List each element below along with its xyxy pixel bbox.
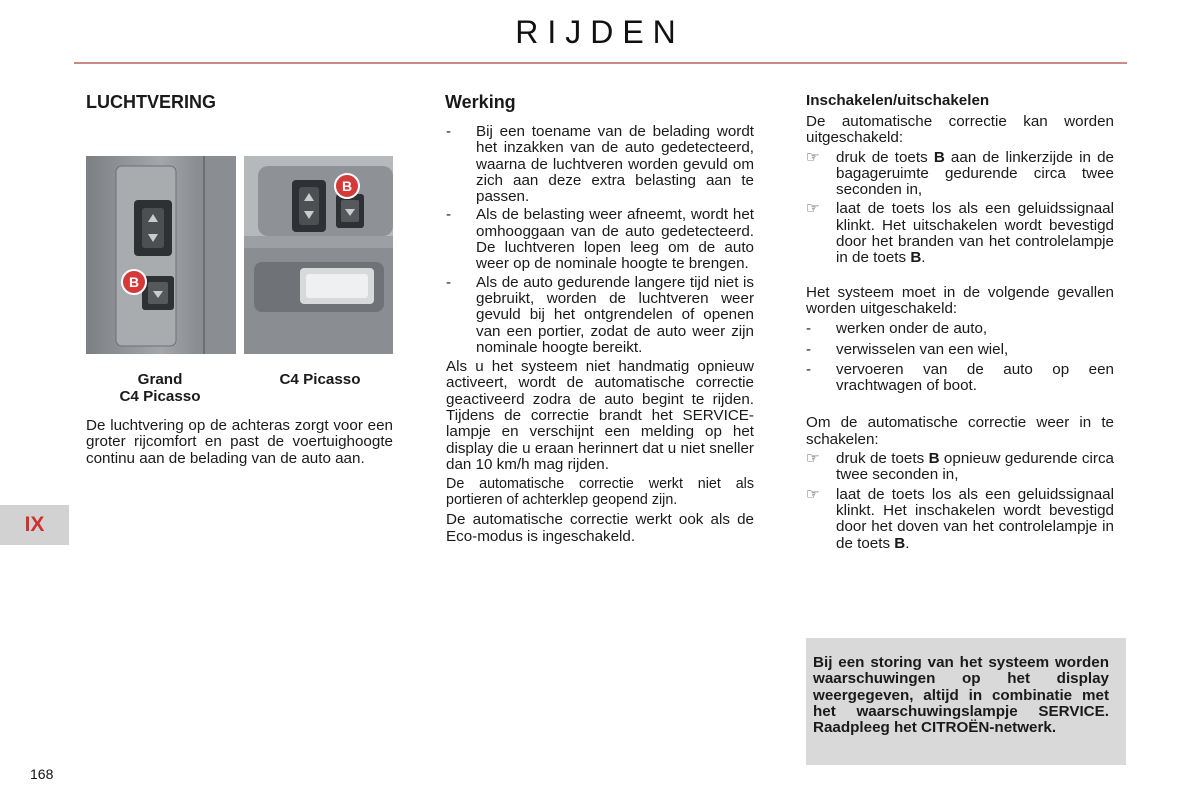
label-b-badge: B (128, 274, 140, 290)
step-text: laat de toets los als een geluidssignaal klinkt. Het uitschakelen wordt bevestigd door het branden van het controlelampje in de toets (836, 200, 1114, 267)
list-item (806, 342, 1114, 358)
title-divider (74, 62, 1127, 64)
list-item-text: vervoeren van de auto op een vrachtwagen of boot. (836, 360, 1114, 395)
door-note-paragraph: De automatische correctie werkt niet als portieren of achterklep geopend zijn. (446, 476, 754, 509)
section-heading-luchtvering: LUCHTVERING (86, 92, 216, 112)
hand-pointer-icon: ☞ (806, 148, 820, 166)
switch-panel-illustration (244, 156, 393, 354)
key-b-label: B (933, 148, 945, 166)
switch-panel-illustration (86, 156, 236, 354)
page-title: RIJDEN (515, 14, 685, 50)
chapter-tab (0, 505, 69, 545)
label-b-badge: B (341, 178, 353, 194)
list-item (806, 487, 1114, 552)
activation-paragraph: Als u het systeem niet handmatig opnieuw activeert, wordt de automatische correctie geactiveerd zodra de auto begint te rijden. Tijdens de correctie brandt het SERVICE-lampje en verschijnt een melding op het display die u eraan herinnert dat u niet sneller dan 10 km/h mag rijden. (446, 358, 754, 473)
step-text: laat de toets los als een geluidssignaal klinkt. Het inschakelen wordt bevestigd door het doven van het controlelampje in de toets (836, 485, 1114, 552)
list-marker: - (806, 320, 812, 338)
step-text: opnieuw gedurende circa twee seconden in, (836, 450, 1114, 484)
step-text: druk de toets (836, 148, 934, 166)
list-item (806, 451, 1114, 484)
list-item (806, 201, 1114, 266)
list-item-text: Bij een toename van de belading wordt het inzakken van de auto gedetecteerd, waarna de luchtveren worden gevuld om zich aan deze extra belasting aan te passen. (476, 123, 754, 206)
page-number: 168 (30, 766, 54, 782)
intro-paragraph: De luchtvering op de achteras zorgt voor een groter rijcomfort en past de voertuighoogte continu aan de belading van de auto aan. (86, 417, 393, 467)
list-item (446, 124, 754, 205)
list-marker: - (446, 273, 452, 291)
hand-pointer-icon: ☞ (806, 200, 820, 218)
hand-pointer-icon: ☞ (806, 485, 820, 503)
list-item-text: Als de belasting weer afneemt, wordt het omhooggaan van de auto gedetecteerd. De luchtveren lopen leeg om de auto weer op de nominale hoogte te brengen. (476, 206, 754, 273)
photo-grand-c4-picasso (86, 156, 236, 354)
list-item-text: verwisselen van een wiel, (836, 340, 1009, 358)
step-text: . (905, 534, 910, 552)
eco-mode-paragraph: De automatische correctie werkt ook als de Eco-modus is ingeschakeld. (446, 511, 754, 545)
list-item (446, 275, 754, 356)
list-item (446, 207, 754, 272)
key-b-label: B (894, 534, 906, 552)
list-marker: - (446, 206, 452, 224)
caption-grand-c4-picasso: Grand C4 Picasso (119, 371, 201, 405)
list-marker: - (446, 123, 452, 140)
warning-note-text: Bij een storing van het systeem worden waarschuwingen op het display weergegeven, altijd in combinatie met het waarschuwingslampje SERVICE. Raadpleeg het CITROËN-netwerk. (813, 654, 1109, 737)
list-item-text: Als de auto gedurende langere tijd niet is gebruikt, worden de luchtveren weer gevuld bij het ontgrendelen of openen van een portier, zodat de auto weer zijn nominale hoogte bereikt. (476, 273, 754, 356)
list-marker: - (806, 340, 812, 358)
list-item (806, 362, 1114, 395)
section-heading-werking: Werking (445, 92, 516, 112)
hand-pointer-icon: ☞ (806, 450, 820, 468)
step-text: aan de linkerzijde in de bagageruimte gedurende circa twee seconden in, (836, 148, 1114, 199)
photo-c4-picasso (244, 156, 393, 354)
key-b-label: B (928, 450, 940, 468)
inschakelen-block (806, 114, 1114, 552)
werking-block (446, 124, 754, 545)
disable-intro: De automatische correctie kan worden uitgeschakeld: (806, 113, 1114, 147)
chapter-tab-label: IX (24, 513, 45, 536)
subheading-inschakelen: Inschakelen/uitschakelen (806, 92, 990, 109)
disable-cases-intro: Het systeem moet in de volgende gevallen worden uitgeschakeld: (806, 283, 1114, 317)
reenable-intro: Om de automatische correctie weer in te schakelen: (806, 414, 1114, 448)
list-item-text: werken onder de auto, (836, 320, 988, 338)
list-item (806, 150, 1114, 199)
list-item (806, 321, 1114, 337)
caption-c4-picasso: C4 Picasso (279, 371, 361, 388)
list-marker: - (806, 360, 812, 378)
key-b-label: B (910, 249, 922, 267)
step-text: . (921, 249, 926, 267)
step-text: druk de toets (836, 450, 929, 468)
